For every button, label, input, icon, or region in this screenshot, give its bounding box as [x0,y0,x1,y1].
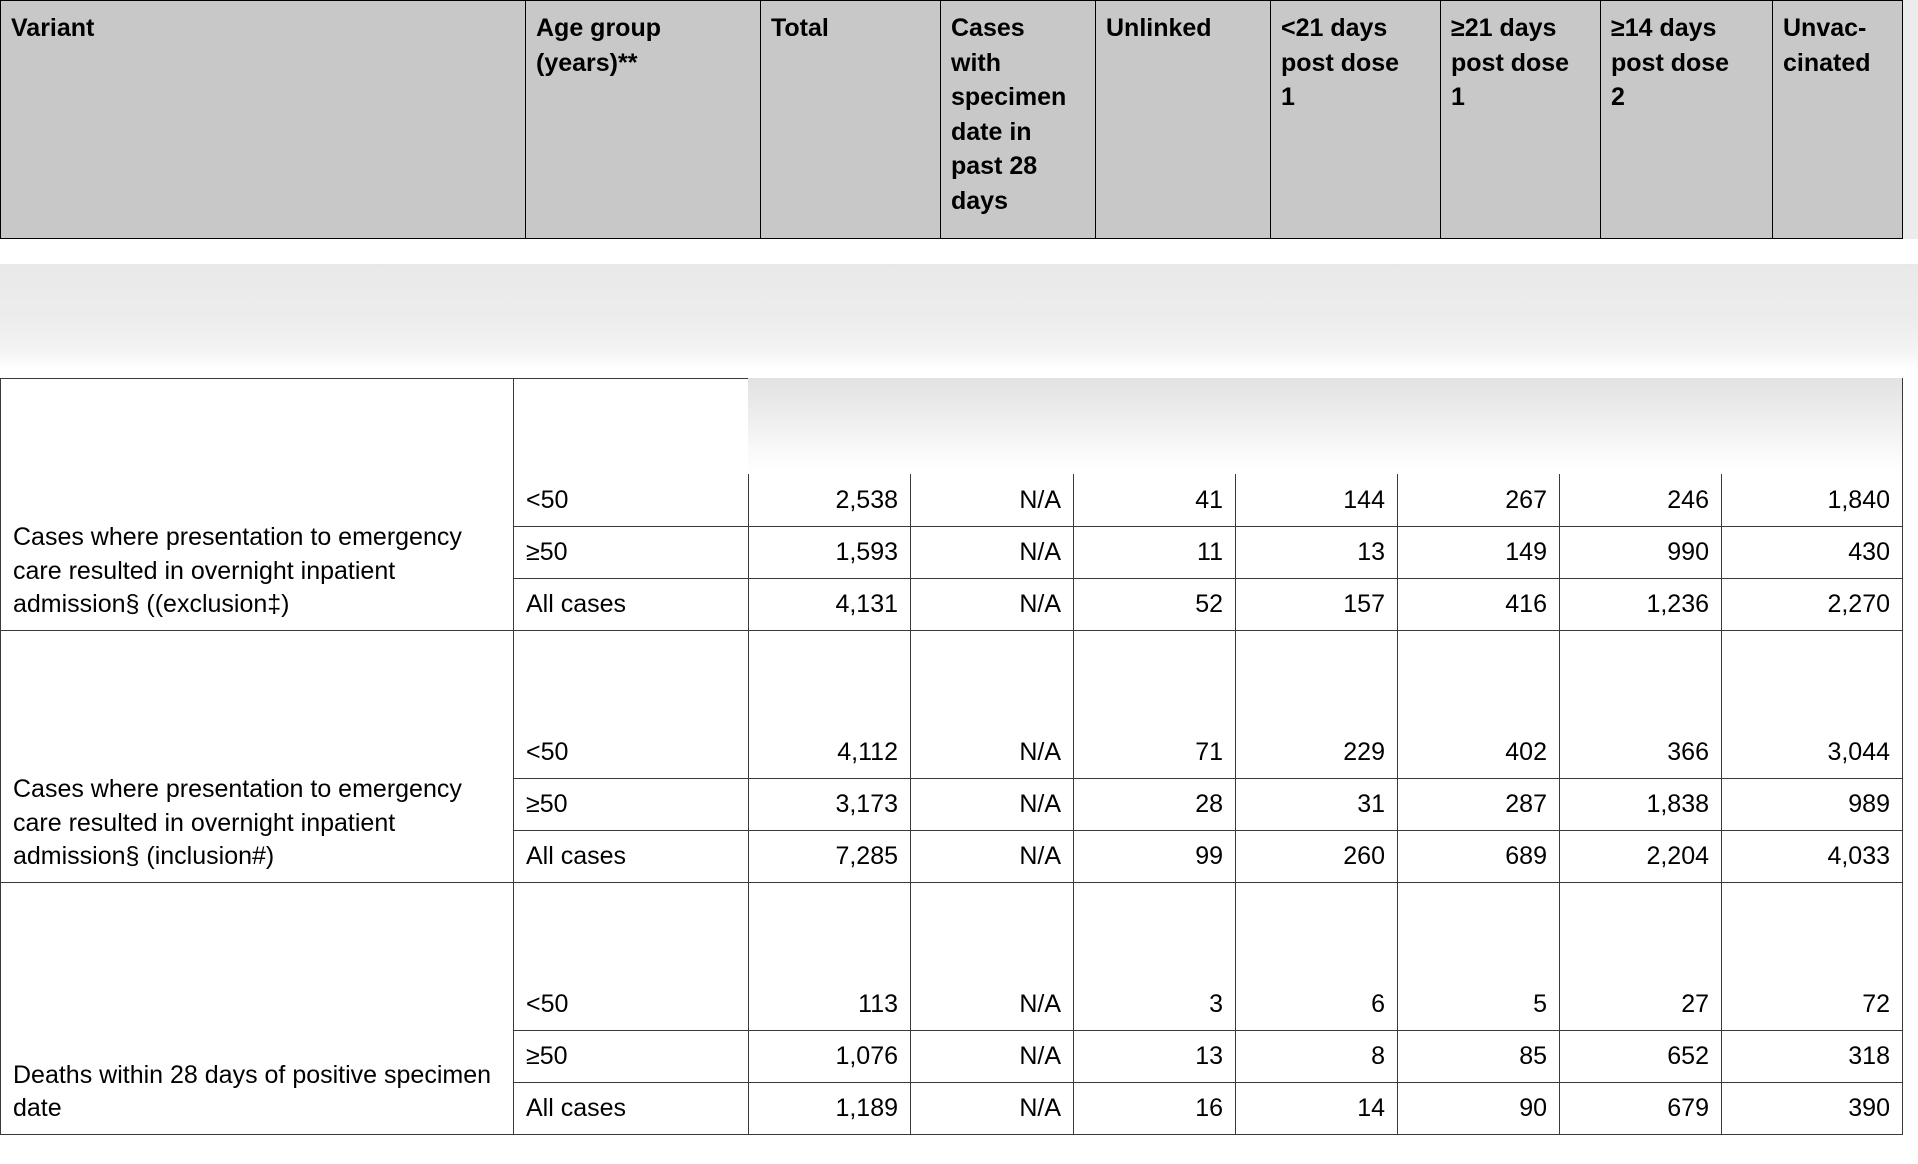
unlinked-cell: 16 [1074,1083,1236,1135]
column-header-variant[interactable] [1,1,526,239]
header-label-line3: 1 [1281,83,1295,111]
unvaccinated-cell: 1,840 [1722,379,1903,527]
unvaccinated-cell: 318 [1722,1031,1903,1083]
ge14-dose2-cell: 27 [1560,883,1722,1031]
ge21-dose1-cell: 85 [1398,1031,1560,1083]
ge14-dose2-cell: 652 [1560,1031,1722,1083]
ge21-dose1-cell: 402 [1398,631,1560,779]
past28-cell: N/A [911,883,1074,1031]
column-header-cases-past-28-days[interactable] [941,1,1096,239]
total-cell: 1,076 [749,1031,911,1083]
data-table [0,378,1903,1135]
unlinked-cell: 28 [1074,779,1236,831]
past28-cell: N/A [911,1031,1074,1083]
table-row[interactable] [1,883,1903,1031]
header-label-line2: post dose [1611,48,1730,77]
column-header-unlinked[interactable] [1096,1,1271,239]
header-label-line6: days [951,186,1008,215]
age-group-cell: ≥50 [514,527,749,579]
unvaccinated-cell: 430 [1722,527,1903,579]
table-row[interactable] [1,379,1903,527]
header-label-line1: Age group [536,14,661,42]
lt21-dose1-cell: 6 [1236,883,1398,1031]
lt21-dose1-cell: 31 [1236,779,1398,831]
age-group-cell: <50 [514,379,749,527]
age-group-cell: All cases [514,1083,749,1135]
column-header-ge21-dose1[interactable] [1441,1,1601,239]
ge21-dose1-cell: 287 [1398,779,1560,831]
ge14-dose2-cell: 1,838 [1560,779,1722,831]
lt21-dose1-cell: 14 [1236,1083,1398,1135]
table-body-region [0,378,1918,1135]
header-label: Total [771,14,829,42]
ge21-dose1-cell: 149 [1398,527,1560,579]
past28-cell: N/A [911,579,1074,631]
unvaccinated-cell: 390 [1722,1083,1903,1135]
unvaccinated-cell: 989 [1722,779,1903,831]
header-label-line2: with [951,48,1001,77]
row-label-group-0: Cases where presentation to emergency care resulted in overnight inpatient admission§ ((exclusion‡) [1,379,514,631]
total-cell: 4,131 [749,579,911,631]
header-label-line4: date in [951,117,1032,146]
ge14-dose2-cell: 990 [1560,527,1722,579]
header-label: Unlinked [1106,14,1212,42]
column-header-table [0,0,1903,239]
lt21-dose1-cell: 8 [1236,1031,1398,1083]
ge14-dose2-cell: 1,236 [1560,579,1722,631]
past28-cell: N/A [911,1083,1074,1135]
total-cell: 1,593 [749,527,911,579]
ge14-dose2-cell: 679 [1560,1083,1722,1135]
unlinked-cell: 52 [1074,579,1236,631]
past28-cell: N/A [911,631,1074,779]
past28-cell: N/A [911,779,1074,831]
column-header-total[interactable] [761,1,941,239]
header-row [1,1,1903,239]
total-cell: 4,112 [749,631,911,779]
age-group-cell: <50 [514,883,749,1031]
total-cell: 7,285 [749,831,911,883]
header-label-line2: (years)** [536,48,638,77]
unlinked-cell: 41 [1074,379,1236,527]
unlinked-cell: 13 [1074,1031,1236,1083]
header-label-line3: 1 [1451,83,1465,111]
unlinked-cell: 11 [1074,527,1236,579]
header-fade-overlay [0,264,1918,370]
lt21-dose1-cell: 229 [1236,631,1398,779]
table-row[interactable] [1,631,1903,779]
total-cell: 3,173 [749,779,911,831]
age-group-cell: <50 [514,631,749,779]
ge21-dose1-cell: 267 [1398,379,1560,527]
age-group-cell: All cases [514,831,749,883]
ge14-dose2-cell: 366 [1560,631,1722,779]
header-label-line1: ≥14 days [1611,14,1717,42]
past28-cell: N/A [911,831,1074,883]
unvaccinated-cell: 4,033 [1722,831,1903,883]
total-cell: 113 [749,883,911,1031]
past28-cell: N/A [911,379,1074,527]
ge21-dose1-cell: 90 [1398,1083,1560,1135]
unlinked-cell: 99 [1074,831,1236,883]
table-header-region [0,0,1918,239]
age-group-cell: All cases [514,579,749,631]
header-label-line3: 2 [1611,83,1625,111]
column-header-unvaccinated[interactable] [1773,1,1903,239]
unvaccinated-cell: 2,270 [1722,579,1903,631]
unvaccinated-cell: 72 [1722,883,1903,1031]
unlinked-cell: 71 [1074,631,1236,779]
lt21-dose1-cell: 13 [1236,527,1398,579]
header-label-line1: Unvac- [1783,14,1867,42]
column-header-lt21-dose1[interactable] [1271,1,1441,239]
header-label-line2: post dose [1451,48,1570,77]
header-label-line1: ≥21 days [1451,14,1557,42]
column-header-ge14-dose2[interactable] [1601,1,1773,239]
ge14-dose2-cell: 2,204 [1560,831,1722,883]
header-label: Variant [11,14,95,42]
lt21-dose1-cell: 144 [1236,379,1398,527]
age-group-cell: ≥50 [514,779,749,831]
ge14-dose2-cell: 246 [1560,379,1722,527]
total-cell: 2,538 [749,379,911,527]
ge21-dose1-cell: 416 [1398,579,1560,631]
row-label-group-1: Cases where presentation to emergency care resulted in overnight inpatient admission§ (inclusion#) [1,631,514,883]
row-label-group-2: Deaths within 28 days of positive specimen date [1,883,514,1135]
header-label-line3: specimen [951,83,1067,111]
past28-cell: N/A [911,527,1074,579]
age-group-cell: ≥50 [514,1031,749,1083]
header-label-line2: cinated [1783,48,1871,77]
ge21-dose1-cell: 5 [1398,883,1560,1031]
total-cell: 1,189 [749,1083,911,1135]
lt21-dose1-cell: 260 [1236,831,1398,883]
header-label-line1: Cases [951,14,1025,42]
lt21-dose1-cell: 157 [1236,579,1398,631]
header-label-line1: <21 days [1281,14,1388,42]
unvaccinated-cell: 3,044 [1722,631,1903,779]
column-header-age-group[interactable] [526,1,761,239]
header-label-line2: post dose [1281,48,1400,77]
unlinked-cell: 3 [1074,883,1236,1031]
header-label-line5: past 28 [951,152,1038,180]
ge21-dose1-cell: 689 [1398,831,1560,883]
